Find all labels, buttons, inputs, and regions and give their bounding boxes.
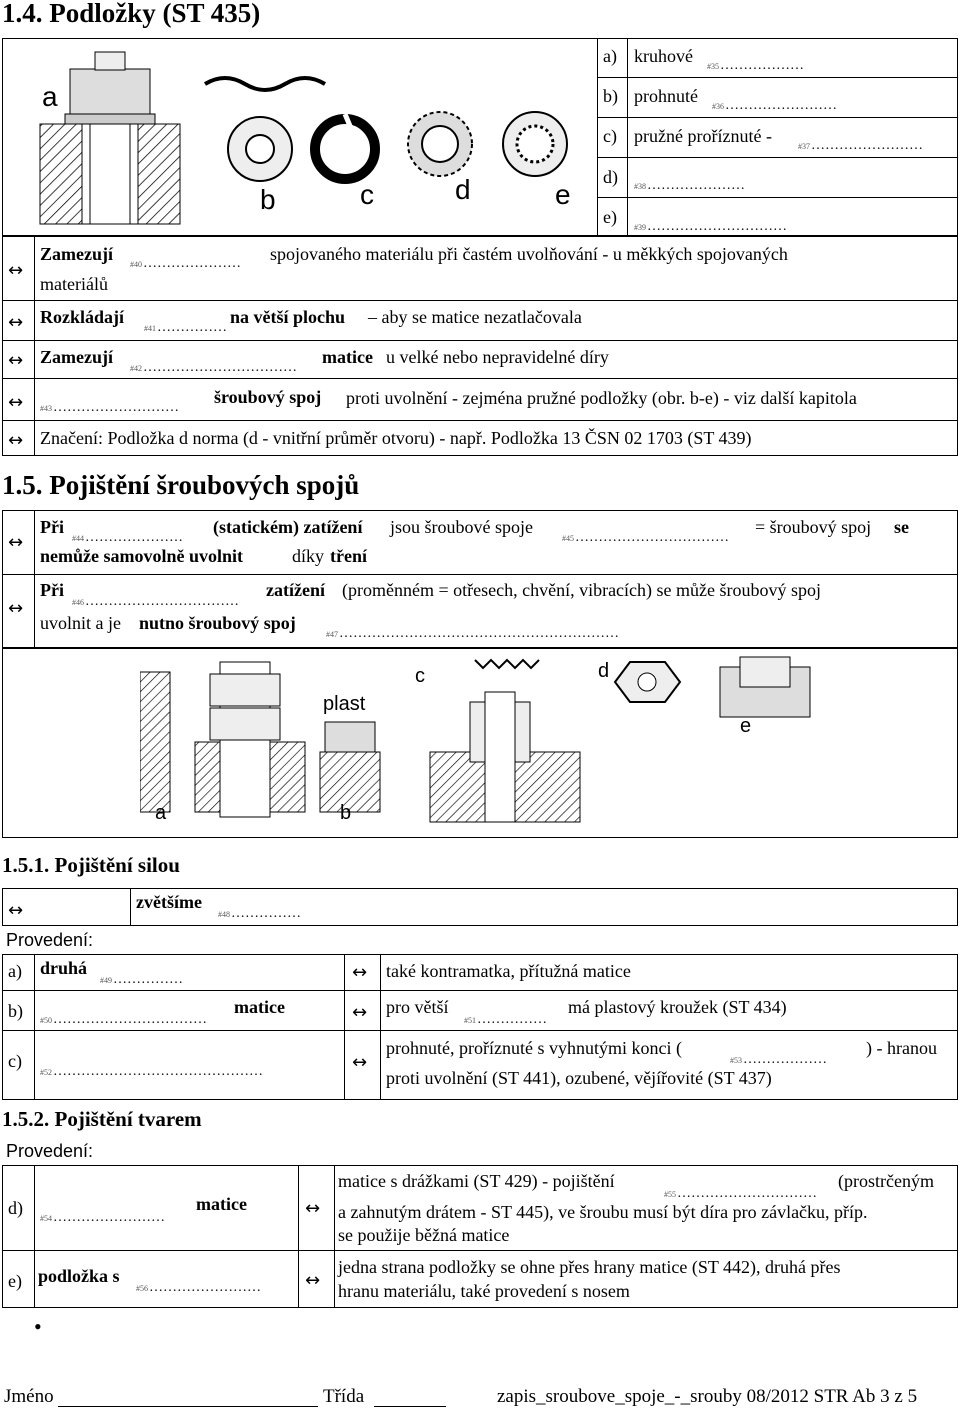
row4-text: proti uvolnění - zejména pružné podložky (obr. b-e) - viz další kapitola [346,388,857,408]
variant-b-desc1: pro větší [386,997,449,1017]
section-title-1-5: 1.5. Pojištění šroubových spojů [2,470,360,500]
row1-bold: Zamezují [40,244,113,264]
blank-38[interactable]: ………………… [647,178,745,193]
securing-label-c: c [415,665,425,687]
footer-class-label: Třída [323,1386,365,1407]
blank-54-number: #54 [40,1214,52,1223]
blank-53-number: #53 [730,1056,742,1065]
blank-43[interactable]: ……………………… [53,400,179,415]
row3-text: u velké nebo nepravidelné díry [386,347,609,367]
row1-text: spojovaného materiálu při častém uvolňování - u měkkých spojovaných [270,244,788,264]
securing-label-plast: plast [323,693,366,715]
blank-41-number: #41 [144,324,156,333]
blank-36[interactable]: …………………… [725,98,837,113]
variant-d-desc1: matice s drážkami (ST 429) - pojištění [338,1171,615,1191]
row2-bold2: na větší plochu [230,307,346,327]
blank-43-number: #43 [40,404,52,413]
blank-45-number: #45 [562,534,574,543]
blank-54[interactable]: …………………… [53,1210,165,1225]
variant-d-key: d) [8,1198,23,1218]
arrow-icon: ↔ [8,260,24,281]
blank-39[interactable]: ………………………… [647,219,787,234]
footer-file: zapis_sroubove_spoje_-_srouby 08/2012 STR Ab 3 z 5 [497,1386,918,1407]
variant-e-desc2: hranu materiálu, také provedení s nosem [338,1281,630,1301]
s15-row2-p1: Při [40,580,64,600]
fig-label-d: d [455,174,471,205]
washers-figure [20,44,590,230]
blank-53[interactable]: ……………… [743,1052,827,1067]
option-c-text: pružné proříznuté - [634,126,772,146]
fig-label-b: b [260,184,276,215]
fig-label-e: e [555,179,571,210]
s15-row1-p6: nemůže samovolně uvolnit [40,546,244,566]
provedeni-label: Provedení: [6,930,94,950]
blank-47[interactable]: …………………………………………………… [339,626,619,641]
name-field[interactable] [58,1406,318,1407]
blank-44-number: #44 [72,534,84,543]
blank-47-number: #47 [326,630,338,639]
blank-39-number: #39 [634,223,646,232]
blank-48-number: #48 [218,910,230,919]
blank-38-number: #38 [634,182,646,191]
variant-b-key: b) [8,1001,23,1021]
row2-bold: Rozkládají [40,307,125,327]
section-title-1-5-2: 1.5.2. Pojištění tvarem [2,1107,202,1131]
blank-52-number: #52 [40,1068,52,1077]
fig-label-c: c [360,179,374,210]
increase-bold: zvětšíme [136,892,202,912]
s15-row2-p5: nutno šroubový spoj [139,613,296,633]
section-title-1-4: 1.4. Podložky (ST 435) [2,0,261,28]
s15-row2-p2: zatížení [266,580,325,600]
blank-55-number: #55 [664,1190,676,1199]
variant-c-desc1: prohnuté, proříznuté s vyhnutými konci ( [386,1038,682,1058]
provedeni-label-2: Provedení: [6,1141,94,1161]
section-title-1-5-1: 1.5.1. Pojištění silou [2,853,180,877]
variant-c-desc3: proti uvolnění (ST 441), ozubené, vějířovité (ST 437) [386,1068,772,1088]
blank-40[interactable]: ………………… [143,256,241,271]
option-b-key: b) [603,86,618,106]
blank-45[interactable]: …………………………… [575,530,729,545]
variant-c-desc2: ) - hranou [866,1038,937,1058]
variant-a-bold: druhá [40,958,88,978]
s15-row1-p7: díky [292,546,325,566]
blank-36-number: #36 [712,102,724,111]
variant-e-desc1: jedna strana podložky se ohne přes hrany matice (ST 442), druhá přes [338,1257,841,1277]
arrow-icon: ↔ [305,1270,321,1291]
variant-d-desc4: se použije běžná matice [338,1225,510,1245]
blank-51[interactable]: …………… [477,1012,547,1027]
blank-55[interactable]: ………………………… [677,1186,817,1201]
blank-40-number: #40 [130,260,142,269]
option-a-text: kruhové [634,46,693,66]
securing-label-e: e [740,715,752,737]
option-d-key: d) [603,167,618,187]
variant-d-desc3: a zahnutým drátem - ST 445), ve šroubu musí být díra pro závlačku, příp. [338,1202,868,1222]
bolt-assembly-drawing [40,52,180,224]
variant-a-desc: také kontramatka, přítužná matice [386,961,631,981]
arrow-icon: ↔ [8,598,24,619]
variant-a-key: a) [8,961,22,981]
row3-bold: Zamezují [40,347,113,367]
variant-d-desc2: (prostrčeným [838,1171,934,1191]
blank-51-number: #51 [464,1016,476,1025]
blank-42-number: #42 [130,364,142,373]
blank-56[interactable]: …………………… [149,1280,261,1295]
row1-text2: materiálů [40,274,108,294]
option-e-key: e) [603,207,617,227]
arrow-icon: ↔ [8,350,24,371]
arrow-icon: ↔ [8,430,24,451]
blank-37-number: #37 [798,142,810,151]
s15-row1-p1: Při [40,517,64,537]
arrow-icon: ↔ [8,312,24,333]
blank-49-number: #49 [100,976,112,985]
row4-bold2: šroubový spoj [214,387,322,407]
variant-b-bold: matice [234,997,285,1017]
row2-text: – aby se matice nezatlačovala [368,307,582,327]
arrow-icon: ↔ [305,1198,321,1219]
blank-49[interactable]: …………… [113,972,183,987]
fig-label-a: a [42,81,58,112]
securing-label-d: d [598,660,610,682]
s15-row1-p2: (statickém) zatížení [213,517,363,537]
row5-text: Značení: Podložka d norma (d - vnitřní průměr otvoru) - např. Podložka 13 ČSN 02 1703 (ST 439) [40,428,752,448]
blank-46-number: #46 [72,598,84,607]
option-a-key: a) [603,46,617,66]
class-field[interactable] [374,1406,446,1407]
row3-bold2: matice [322,347,373,367]
blank-35[interactable]: ……………… [720,58,804,73]
s15-row2-p4: uvolnit a je [40,613,121,633]
option-b-text: prohnuté [634,86,698,106]
arrow-icon: ↔ [8,532,24,553]
blank-37[interactable]: …………………… [811,138,923,153]
blank-50-number: #50 [40,1016,52,1025]
option-c-key: c) [603,126,617,146]
variant-e-bold: podložka s [38,1266,120,1286]
bullet: • [34,1314,42,1339]
variant-c-key: c) [8,1051,22,1071]
variant-e-key: e) [8,1271,22,1291]
variant-b-desc2: má plastový kroužek (ST 434) [568,997,787,1017]
blank-46[interactable]: …………………………… [85,594,239,609]
blank-50[interactable]: …………………………… [53,1012,207,1027]
blank-41[interactable]: …………… [157,320,227,335]
arrow-icon: ↔ [352,962,368,983]
blank-44[interactable]: ………………… [85,530,183,545]
arrow-icon: ↔ [8,900,24,921]
blank-35-number: #35 [707,62,719,71]
s15-row1-p3: jsou šroubové spoje [390,517,533,537]
s15-row1-p5: se [894,517,909,537]
blank-48[interactable]: …………… [231,906,301,921]
arrow-icon: ↔ [8,392,24,413]
blank-42[interactable]: …………………………… [143,360,297,375]
s15-row1-p4: = šroubový spoj [755,517,872,537]
securing-figure [140,652,840,832]
variant-d-bold: matice [196,1194,247,1214]
footer-name-label: Jméno [4,1386,54,1407]
blank-52[interactable]: ……………………………………… [53,1064,263,1079]
blank-56-number: #56 [136,1284,148,1293]
s15-row2-p3: (proměnném = otřesech, chvění, vibracích) se může šroubový spoj [342,580,822,600]
arrow-icon: ↔ [352,1052,368,1073]
arrow-icon: ↔ [352,1002,368,1023]
s15-row1-p8: tření [330,546,367,566]
securing-label-b: b [340,802,352,824]
securing-label-a: a [155,802,167,824]
